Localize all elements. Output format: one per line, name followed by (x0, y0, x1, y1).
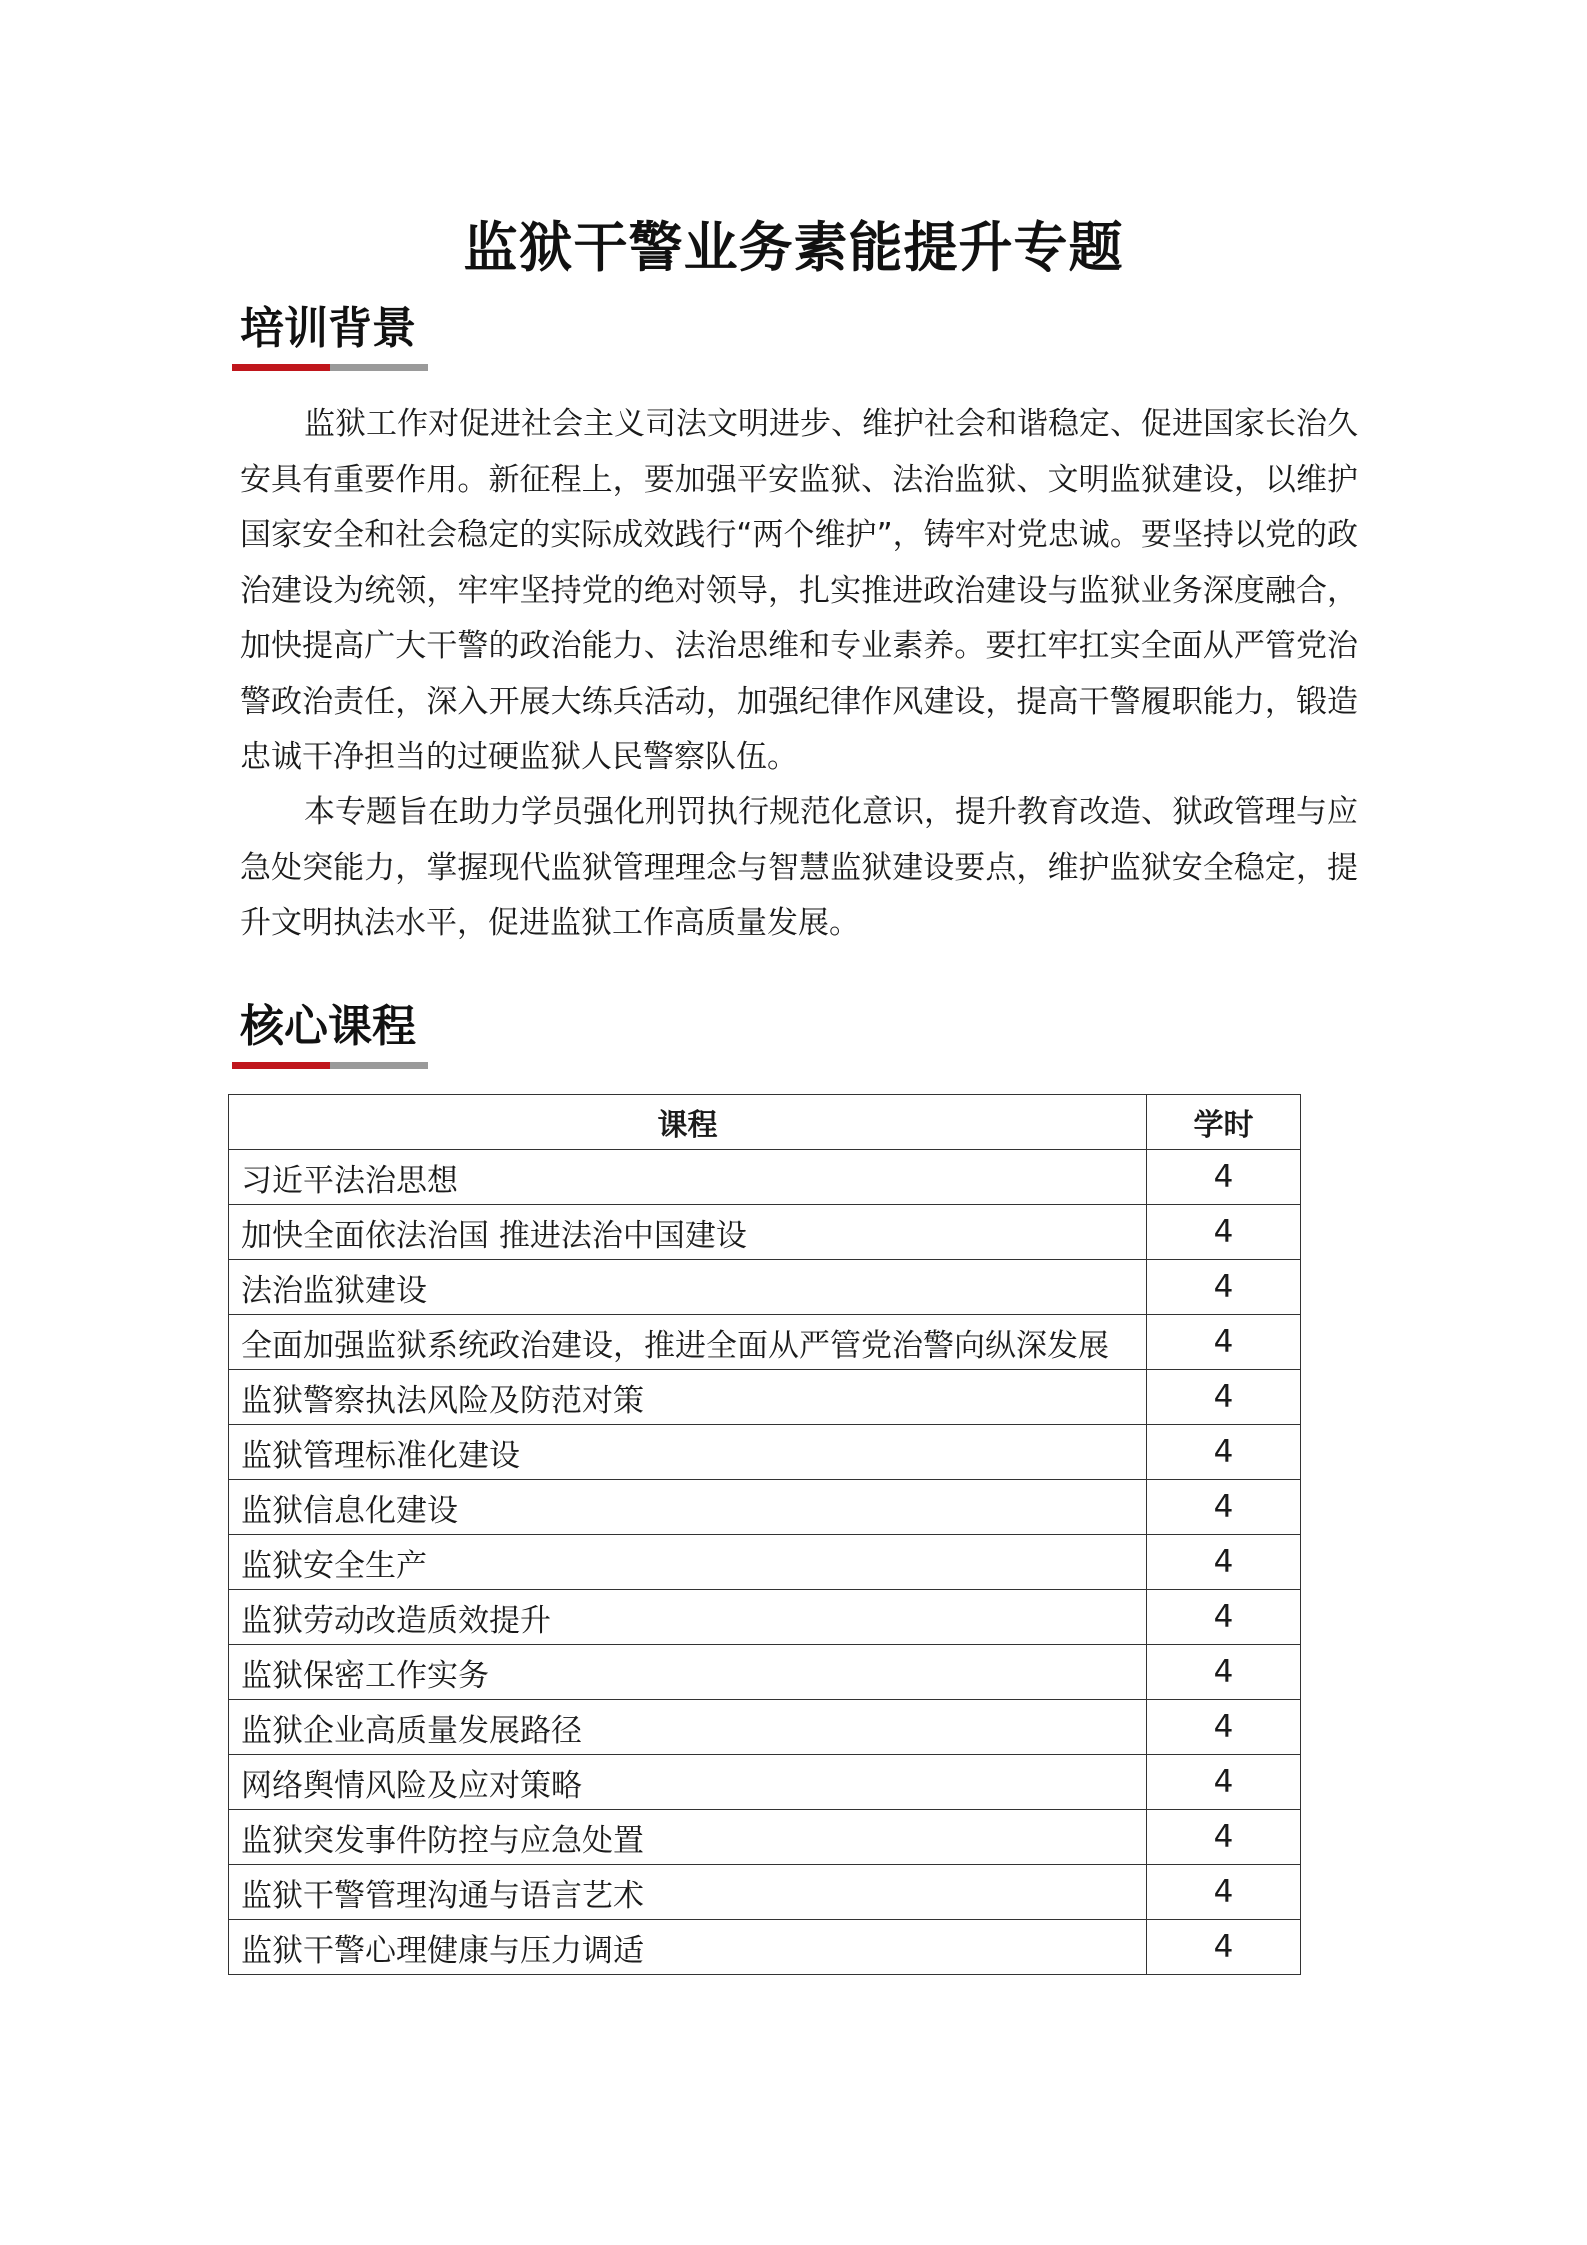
course-hours-cell: 4 (1147, 1205, 1301, 1260)
underline-red-segment (232, 1062, 330, 1069)
table-row (229, 1865, 1301, 1920)
background-paragraph-1: 监狱工作对促进社会主义司法文明进步、维护社会和谐稳定、促进国家长治久安具有重要作用。新征程上，要加强平安监狱、法治监狱、文明监狱建设，以维护国家安全和社会稳定的实际成效践行“两个维护”，铸牢对党忠诚。要坚持以党的政治建设为统领，牢牢坚持党的绝对领导，扎实推进政治建设与监狱业务深度融合，加快提高广大干警的政治能力、法治思维和专业素养。要扛牢扛实全面从严管党治警政治责任，深入开展大练兵活动，加强纪律作风建设，提高干警履职能力，锻造忠诚干净担当的过硬监狱人民警察队伍。 (240, 406, 1358, 775)
course-hours-cell: 4 (1147, 1700, 1301, 1755)
table-row (229, 1920, 1301, 1975)
course-name-cell: 监狱干警管理沟通与语言艺术 (229, 1865, 1147, 1920)
course-hours-cell: 4 (1147, 1865, 1301, 1920)
heading-underline-background (232, 364, 428, 371)
table-row (229, 1755, 1301, 1810)
document-title: 监狱干警业务素能提升专题 (463, 216, 1124, 279)
course-name-cell: 加快全面依法治国 推进法治中国建设 (229, 1205, 1147, 1260)
course-hours-cell: 4 (1147, 1150, 1301, 1205)
table-row (229, 1425, 1301, 1480)
course-hours-cell: 4 (1147, 1260, 1301, 1315)
course-name-cell: 监狱警察执法风险及防范对策 (229, 1370, 1147, 1425)
table-row (229, 1150, 1301, 1205)
course-name-cell: 法治监狱建设 (229, 1260, 1147, 1315)
table-header-row (229, 1095, 1301, 1150)
course-name-cell: 监狱干警心理健康与压力调适 (229, 1920, 1147, 1975)
course-name-cell: 网络舆情风险及应对策略 (229, 1755, 1147, 1810)
background-paragraph-2: 本专题旨在助力学员强化刑罚执行规范化意识，提升教育改造、狱政管理与应急处突能力，掌握现代监狱管理理念与智慧监狱建设要点，维护监狱安全稳定，提升文明执法水平，促进监狱工作高质量发展。 (240, 794, 1358, 941)
column-header-hours: 学时 (1147, 1095, 1301, 1150)
underline-gray-segment (330, 1062, 428, 1069)
section-heading-courses: 核心课程 (240, 1001, 416, 1052)
course-hours-cell: 4 (1147, 1645, 1301, 1700)
course-hours-cell: 4 (1147, 1425, 1301, 1480)
table-row (229, 1590, 1301, 1645)
course-table (228, 1094, 1301, 1975)
heading-underline-courses (232, 1062, 428, 1069)
course-name-cell: 全面加强监狱系统政治建设，推进全面从严管党治警向纵深发展 (229, 1315, 1147, 1370)
course-hours-cell: 4 (1147, 1315, 1301, 1370)
underline-gray-segment (330, 364, 428, 371)
table-row (229, 1315, 1301, 1370)
course-name-cell: 监狱信息化建设 (229, 1480, 1147, 1535)
course-name-cell: 监狱劳动改造质效提升 (229, 1590, 1147, 1645)
table-row (229, 1370, 1301, 1425)
course-hours-cell: 4 (1147, 1810, 1301, 1865)
course-hours-cell: 4 (1147, 1590, 1301, 1645)
course-name-cell: 监狱企业高质量发展路径 (229, 1700, 1147, 1755)
course-name-cell: 监狱保密工作实务 (229, 1645, 1147, 1700)
course-hours-cell: 4 (1147, 1370, 1301, 1425)
table-row (229, 1260, 1301, 1315)
course-hours-cell: 4 (1147, 1920, 1301, 1975)
table-row (229, 1535, 1301, 1590)
column-header-course: 课程 (229, 1095, 1147, 1150)
table-row (229, 1700, 1301, 1755)
section-heading-background: 培训背景 (240, 303, 416, 354)
course-name-cell: 习近平法治思想 (229, 1150, 1147, 1205)
course-name-cell: 监狱安全生产 (229, 1535, 1147, 1590)
table-row (229, 1645, 1301, 1700)
course-hours-cell: 4 (1147, 1480, 1301, 1535)
table-row (229, 1205, 1301, 1260)
course-hours-cell: 4 (1147, 1535, 1301, 1590)
table-row (229, 1810, 1301, 1865)
table-row (229, 1480, 1301, 1535)
course-name-cell: 监狱突发事件防控与应急处置 (229, 1810, 1147, 1865)
course-name-cell: 监狱管理标准化建设 (229, 1425, 1147, 1480)
course-hours-cell: 4 (1147, 1755, 1301, 1810)
underline-red-segment (232, 364, 330, 371)
